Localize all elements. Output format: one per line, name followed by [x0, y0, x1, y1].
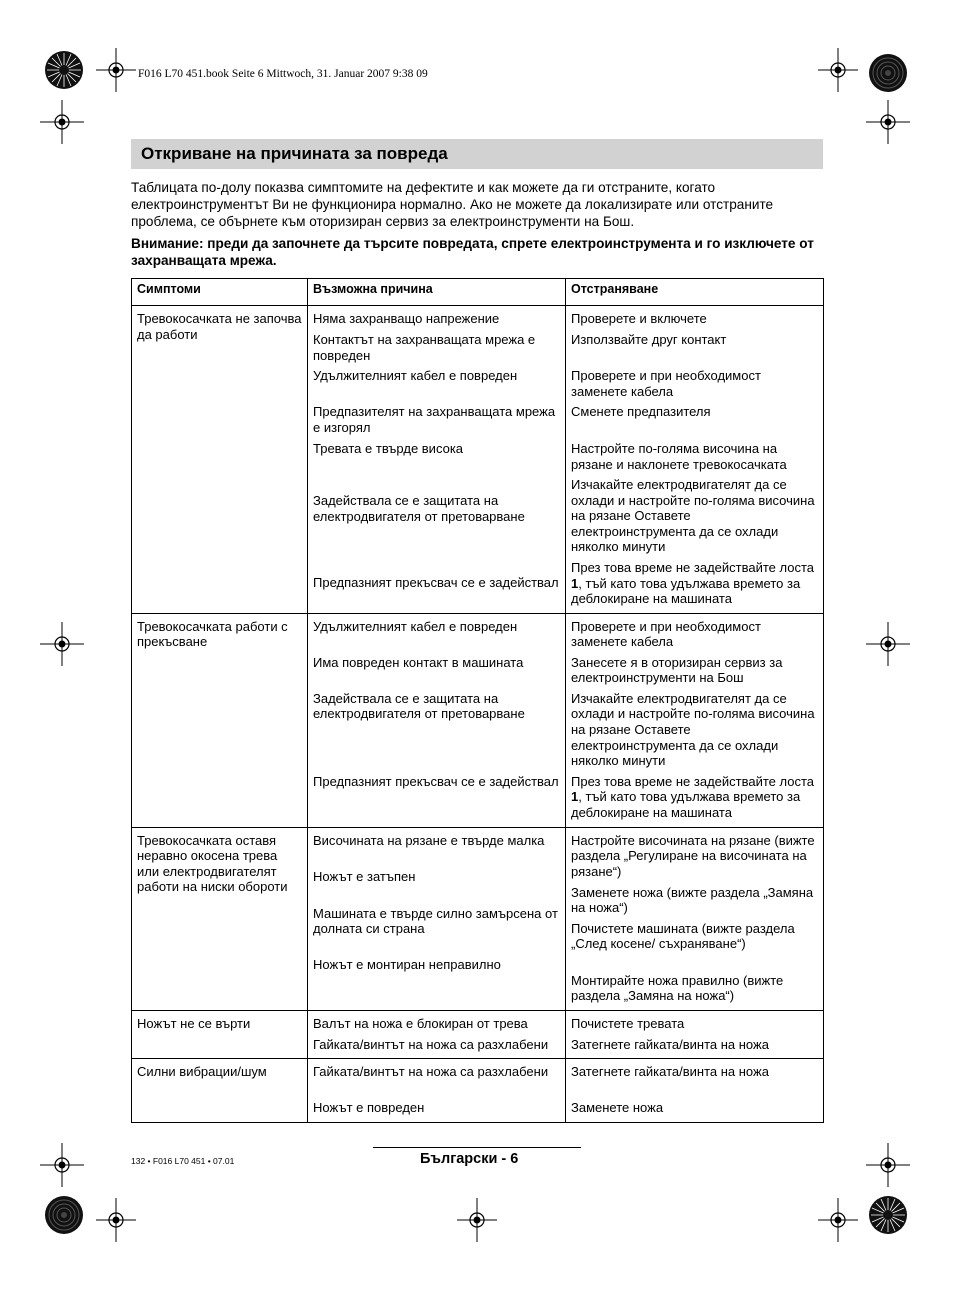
cause-text: Предпазният прекъсвач се е задействал — [313, 773, 559, 789]
crop-crosshair-icon — [457, 1198, 497, 1242]
remedy-text: През това време не задействайте лоста 1, тъй като това удължава времето за деблокиране на машината — [571, 560, 815, 607]
cause-text: Ножът е затъпен — [313, 868, 416, 884]
cause-cell — [308, 1010, 566, 1059]
cause-text: Гайката/винтът на ножа са разхлабени — [313, 1036, 549, 1052]
remedy-cell — [566, 613, 824, 827]
warning-paragraph: Внимание: преди да започнете да търсите повредата, спрете електроинструмента и го изключете от захранващата мрежа. — [131, 236, 814, 269]
table-row — [132, 1059, 824, 1123]
remedy-text: Затегнете гайката/винта на ножа — [571, 1064, 769, 1080]
remedy-text: Използвайте друг контакт — [571, 332, 727, 347]
cause-cell — [308, 613, 566, 827]
remedy-text: Почистете машината (вижте раздела „След косене/ съхраняване“) — [571, 920, 795, 952]
column-header-remedy: Отстраняване — [566, 279, 824, 306]
cause-text: Валът на ножа е блокиран от трева — [313, 1015, 528, 1031]
remedy-text: Заменете ножа — [571, 1100, 664, 1116]
symptom-cell — [132, 1010, 308, 1059]
cause-text: Удължителният кабел е повреден — [313, 618, 518, 634]
crop-crosshair-icon — [866, 622, 910, 666]
footer-rule — [373, 1147, 581, 1148]
remedy-text: Почистете тревата — [571, 1015, 685, 1031]
symptom-cell — [132, 613, 308, 827]
footer-language-page: Български - 6 — [420, 1151, 519, 1167]
cause-text: Задействала се е защитата на електродвигателя от претоварване — [313, 493, 525, 524]
footer-doc-code: 132 • F016 L70 451 • 07.01 — [131, 1156, 235, 1166]
crop-crosshair-icon — [866, 100, 910, 144]
troubleshooting-table — [131, 278, 824, 1123]
cause-text: Предпазителят на захранващата мрежа е изгорял — [313, 404, 556, 435]
remedy-text: Проверете и при необходимост заменете кабела — [571, 618, 761, 650]
cause-text: Няма захранващо напрежение — [313, 311, 500, 326]
book-header-line: F016 L70 451.book Seite 6 Mittwoch, 31. Januar 2007 9:38 09 — [138, 68, 428, 80]
cause-text: Ножът е повреден — [313, 1100, 425, 1116]
cause-text: Тревата е твърде висока — [313, 441, 464, 456]
column-header-symptoms: Симптоми — [132, 279, 308, 306]
symptom-text: Ножът не се върти — [137, 1015, 251, 1031]
crop-crosshair-icon — [40, 100, 84, 144]
remedy-cell — [566, 827, 824, 1010]
remedy-text: Монтирайте ножа правилно (вижте раздела „Замяна на ножа“) — [571, 972, 784, 1004]
registration-rosette-icon — [868, 53, 908, 93]
cause-text: Задействала се е защитата на електродвигателя от претоварване — [313, 690, 525, 722]
cause-text: Удължителният кабел е повреден — [313, 368, 518, 383]
intro-paragraph: Таблицата по-долу показва симптомите на дефектите и как можете да ги отстраните, когато електроинструментът Ви не функционира нормално. Ако не можете да локализирате или отстраните проблема, се обърнете към оторизиран сервиз за електроинструменти на Бош. — [131, 180, 774, 229]
table-row — [132, 1010, 824, 1059]
section-title: Откриване на причината за повреда — [141, 144, 448, 163]
crop-crosshair-icon — [96, 1198, 136, 1242]
registration-rosette-icon — [44, 50, 84, 90]
section-title-bar — [131, 139, 823, 169]
table-row — [132, 306, 824, 614]
table-row — [132, 827, 824, 1010]
symptom-cell — [132, 306, 308, 614]
cause-text: Контактът на захранващата мрежа е повреден — [313, 332, 536, 363]
crop-crosshair-icon — [40, 1143, 84, 1187]
cause-text: Ножът е монтиран неправилно — [313, 956, 501, 972]
crop-crosshair-icon — [40, 622, 84, 666]
remedy-text: Сменете предпазителя — [571, 404, 711, 419]
registration-rosette-icon — [44, 1195, 84, 1235]
cause-text: Височината на рязане е твърде малка — [313, 832, 545, 848]
crop-crosshair-icon — [866, 1143, 910, 1187]
symptom-text: Тревокосачката оставя неравно окосена трева или електродвигателят работи на ниски обороти — [137, 832, 288, 895]
remedy-text: Изчакайте електродвигателят да се охлади и настройте по-голяма височина на рязане Оставете електроинструмента да се охлади няколко минути — [571, 477, 815, 555]
intro-text — [131, 180, 831, 276]
crop-crosshair-icon — [818, 48, 858, 92]
column-header-cause: Възможна причина — [308, 279, 566, 306]
cause-cell — [308, 306, 566, 614]
remedy-cell — [566, 306, 824, 614]
remedy-cell — [566, 1059, 824, 1123]
remedy-text: Настройте височината на рязане (вижте раздела „Регулиране на височината на рязане“) — [571, 832, 815, 879]
registration-rosette-icon — [868, 1195, 908, 1235]
cause-cell — [308, 1059, 566, 1123]
remedy-text: През това време не задействайте лоста 1, тъй като това удължава времето за деблокиране на машината — [571, 773, 815, 820]
remedy-text: Занесете я в оторизиран сервиз за електроинструменти на Бош — [571, 654, 783, 686]
symptom-text: Тревокосачката работи с прекъсване — [137, 618, 288, 650]
symptom-cell — [132, 1059, 308, 1123]
remedy-text: Затегнете гайката/винта на ножа — [571, 1036, 769, 1052]
cause-text: Машината е твърде силно замърсена от долната си страна — [313, 905, 558, 937]
symptom-text: Тревокосачката не започва да работи — [137, 311, 302, 342]
cause-cell — [308, 827, 566, 1010]
crop-crosshair-icon — [96, 48, 136, 92]
table-row — [132, 613, 824, 827]
symptom-text: Силни вибрации/шум — [137, 1064, 267, 1080]
crop-crosshair-icon — [818, 1198, 858, 1242]
remedy-text: Изчакайте електродвигателят да се охлади и настройте по-голяма височина на рязане Оставете електроинструмента да се охлади няколко минути — [571, 690, 815, 769]
cause-text: Гайката/винтът на ножа са разхлабени — [313, 1064, 549, 1080]
remedy-text: Проверете и включете — [571, 311, 707, 326]
cause-text: Има повреден контакт в машината — [313, 654, 524, 670]
symptom-cell — [132, 827, 308, 1010]
remedy-text: Заменете ножа (вижте раздела „Замяна на ножа“) — [571, 884, 814, 916]
remedy-cell — [566, 1010, 824, 1059]
remedy-text: Проверете и при необходимост заменете кабела — [571, 368, 761, 399]
table-header-row — [132, 279, 824, 306]
cause-text: Предпазният прекъсвач се е задействал — [313, 575, 559, 590]
remedy-text: Настройте по-голяма височина на рязане и наклонете тревокосачката — [571, 441, 787, 472]
